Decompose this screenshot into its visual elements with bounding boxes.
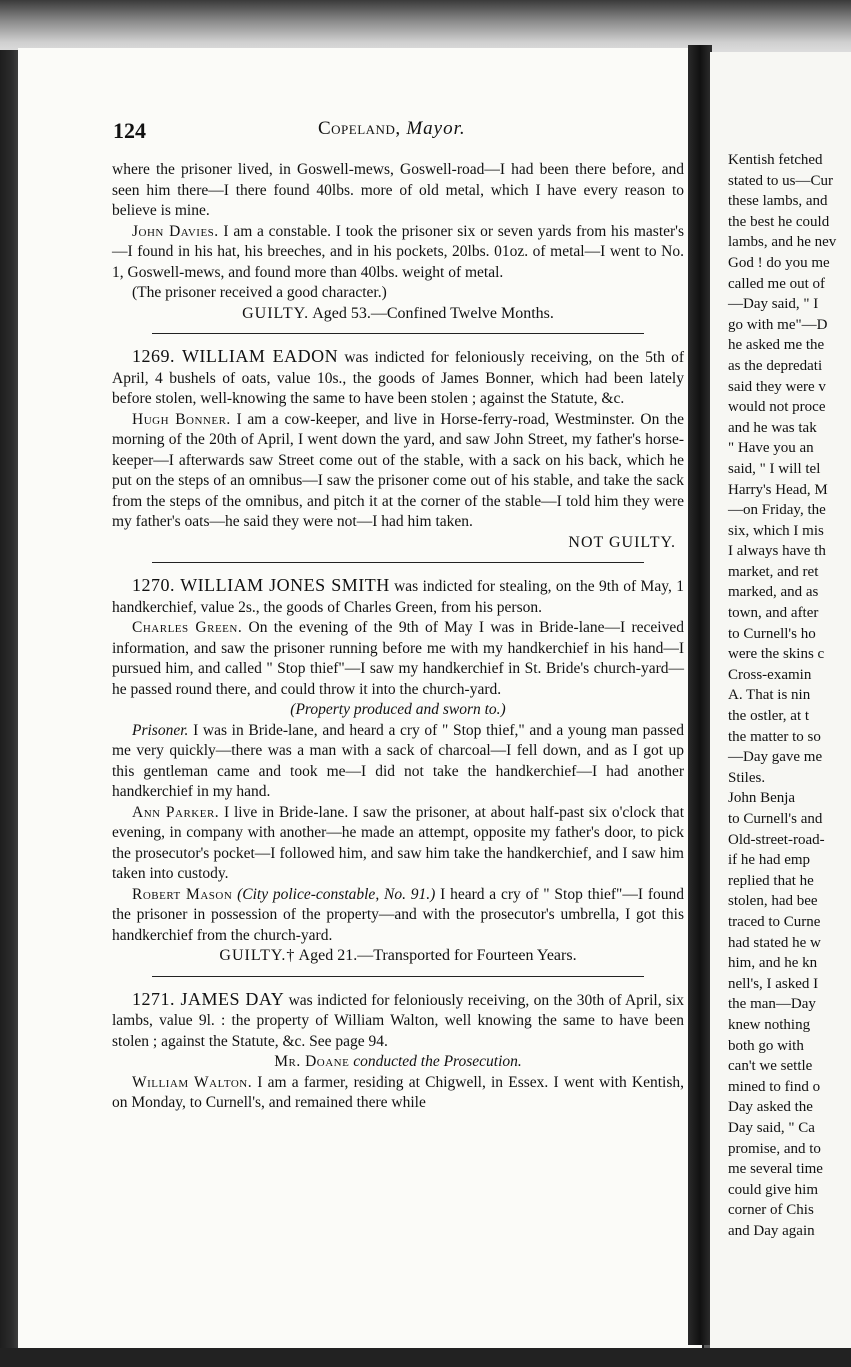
property-note: (Property produced and sworn to.) (290, 701, 506, 718)
right-page-line: Harry's Head, M (728, 481, 828, 498)
right-page-line: these lambs, and (728, 193, 828, 210)
right-page-line: lambs, and he nev (728, 234, 837, 251)
page-number: 124 (113, 118, 146, 143)
right-page-line: marked, and as (728, 584, 819, 601)
right-page-line: corner of Chis (728, 1202, 814, 1219)
right-page (710, 52, 851, 1352)
testimony-bonner: Hugh Bonner. I am a cow-keeper, and live in Horse-ferry-road, Westminster. On the morning of the 20th of April, I went down the yard, and saw John Street, my father's horse-keeper—I afterwards saw Street come out of the stable, with a sack on his back, which he put on the steps of an omnibus—I saw the prisoner come out of his stable, and take the sack from the steps of the omnibus, and pitch it at the corner of the stable—I told him they were my father's oats—he said they were not—I had him taken. (112, 410, 684, 530)
case-1271: 1271. JAMES DAY was indicted for feloniously receiving, on the 30th of April, six lambs, value 9l. : the property of William Walton, well knowing the same to have been stolen ; against the Statute, &c. See page 94. (112, 988, 684, 1050)
right-page-text (728, 150, 851, 1241)
case-1270: 1270. WILLIAM JONES SMITH was indicted for stealing, on the 9th of May, 1 handkerchief, value 2s., the goods of Charles Green, from his person. (112, 575, 684, 616)
right-page-line: replied that he (728, 872, 814, 889)
right-page-line: A. That is nin (728, 687, 811, 704)
left-page-text (112, 160, 684, 1114)
right-page-line: as the depredati (728, 357, 823, 374)
right-page-line: —Day said, " I (728, 296, 819, 313)
scan-background-bottom (0, 1348, 851, 1367)
right-page-line: six, which I mis (728, 522, 824, 539)
right-page-line: he asked me the (728, 337, 825, 354)
right-page-line: were the skins c (728, 646, 825, 663)
prosecution-note: Mr. Doane conducted the Prosecution. (274, 1053, 522, 1070)
right-page-line: Day said, " Ca (728, 1119, 815, 1136)
character-note: (The prisoner received a good character.) (132, 284, 387, 301)
right-page-line: can't we settle (728, 1058, 813, 1075)
right-page-line: could give him (728, 1181, 818, 1198)
testimony-parker: Ann Parker. I live in Bride-lane. I saw the prisoner, at about half-past six o'clock that evening, in company with another—he made an attempt, opposite my father's door, to pick the prosecutor's pocket—I followed him, and saw him take the handkerchief, and I saw him taken into custody. (112, 803, 684, 882)
right-page-line: both go with (728, 1037, 804, 1054)
right-page-line: Stiles. (728, 769, 766, 786)
right-page-line: him, and he kn (728, 955, 818, 972)
right-page-line: to Curnell's and (728, 811, 823, 827)
right-page-line: me several time (728, 1161, 823, 1178)
right-page-line: said they were v (728, 378, 826, 395)
verdict-1269: NOT GUILTY. (568, 533, 676, 551)
right-page-line: " Have you an (728, 440, 814, 457)
right-page-line: Day asked the (728, 1099, 813, 1116)
book-gutter (688, 45, 712, 1345)
right-page-line: God ! do you me (728, 254, 830, 271)
prisoner-statement: Prisoner. I was in Bride-lane, and heard a cry of " Stop thief," and a young man passed me very quickly—there was a man with a sack of charcoal—I fell down, and as I got up this gentleman came and took me—I did not take the handkerchief—I had another handkerchief in my hand. (112, 721, 684, 800)
right-page-line: stolen, had bee (728, 893, 818, 910)
right-page-line: market, and ret (728, 563, 819, 580)
verdict-1270: GUILTY.† Aged 21.—Transported for Fourteen Years. (219, 947, 577, 964)
right-page-line: knew nothing (728, 1016, 811, 1033)
testimony-walton: William Walton. I am a farmer, residing at Chigwell, in Essex. I went with Kentish, on Monday, to Curnell's, and remained there while (112, 1073, 684, 1111)
right-page-line: would not proce (728, 399, 826, 416)
right-page-line: the best he could (728, 213, 830, 230)
right-page-line: I always have th (728, 543, 826, 560)
book-spine-edge (0, 50, 20, 1367)
right-page-line: Kentish fetched (728, 152, 823, 168)
right-page-line: if he had emp (728, 852, 811, 869)
right-page-line: to Curnell's ho (728, 625, 816, 642)
right-page-line: promise, and to (728, 1140, 821, 1157)
section-divider (152, 333, 644, 334)
right-page-line: —on Friday, the (728, 502, 826, 519)
right-page-line: said, " I will tel (728, 460, 821, 477)
right-page-line: nell's, I asked I (728, 975, 819, 992)
section-divider (152, 562, 644, 563)
right-page-line: and he was tak (728, 419, 817, 436)
paragraph: where the prisoner lived, in Goswell-mews, Goswell-road—I had been there before, and seen him there—I there found 40lbs. more of old metal, which I have every reason to believe is mine. (112, 161, 684, 219)
right-page-line: called me out of (728, 275, 826, 292)
right-page-line: Old-street-road- (728, 831, 825, 848)
testimony-mason: Robert Mason (City police-constable, No. 91.) I heard a cry of " Stop thief"—I found the prisoner in possession of the property—and with the prosecutor's umbrella, I got this handkerchief from the church-yard. (112, 885, 684, 944)
right-page-line: —Day gave me (728, 749, 823, 766)
testimony-green: Charles Green. On the evening of the 9th of May I was in Bride-lane—I received information, and saw the prisoner running before me with my handkerchief in his hand—I pursued him, and called " Stop thief"—I saw my handkerchief in St. Bride's church-yard—he passed round there, and could throw it into the church-yard. (112, 619, 684, 698)
right-page-line: town, and after (728, 605, 819, 622)
section-divider (152, 976, 644, 977)
case-1269: 1269. WILLIAM EADON was indicted for feloniously receiving, on the 5th of April, 4 bushels of oats, value 10s., the goods of James Bonner, which had been lately before stolen, well-knowing the same to have been stolen ; against the Statute, &c. (112, 346, 684, 407)
right-page-line: and Day again (728, 1222, 815, 1239)
verdict-1269-prev: GUILTY. Aged 53.—Confined Twelve Months. (242, 304, 554, 322)
right-page-line: the ostler, at t (728, 708, 810, 725)
right-page-line: stated to us—Cur (728, 172, 833, 189)
right-page-line: the matter to so (728, 728, 821, 745)
right-page-line: mined to find o (728, 1078, 821, 1095)
right-page-line: John Benja (728, 790, 796, 807)
running-head: Copeland, Mayor. (318, 118, 466, 139)
right-page-line: the man—Day (728, 996, 816, 1013)
right-page-line: Cross-examin (728, 666, 812, 683)
right-page-line: had stated he w (728, 934, 821, 951)
page-header (108, 118, 668, 148)
testimony-davies: John Davies. I am a constable. I took the prisoner six or seven yards from his master's—I found in his hat, his breeches, and in his pockets, 20lbs. 01oz. of metal—I went to No. 1, Goswell-mews, and found more than 40lbs. weight of metal. (112, 222, 684, 281)
right-page-line: go with me"—D (728, 316, 828, 333)
right-page-line: traced to Curne (728, 913, 821, 930)
